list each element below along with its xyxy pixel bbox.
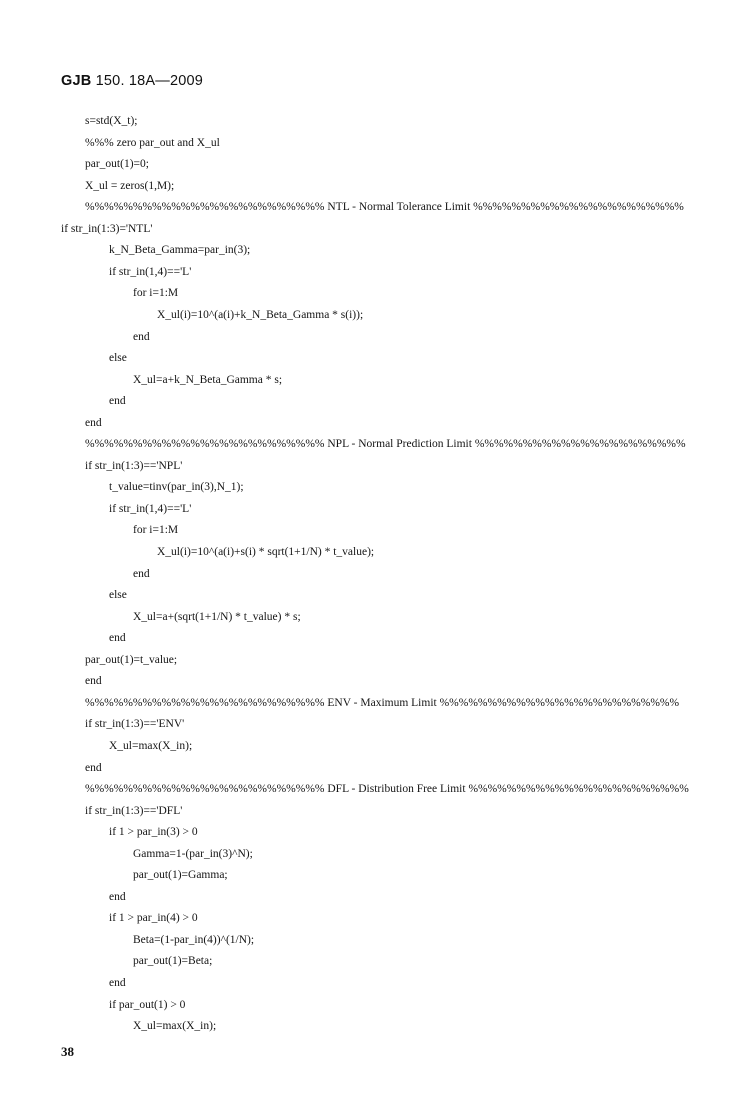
code-line: else [109, 352, 127, 365]
code-line: X_ul=a+k_N_Beta_Gamma * s; [133, 373, 283, 386]
code-line: if str_in(1:3)=='ENV' [85, 718, 185, 731]
code-line: Gamma=1-(par_in(3)^N); [133, 847, 253, 860]
code-line: k_N_Beta_Gamma=par_in(3); [109, 244, 251, 257]
code-line: if 1 > par_in(4) > 0 [109, 912, 198, 925]
code-line: if 1 > par_in(3) > 0 [109, 826, 198, 839]
code-line: X_ul=max(X_in); [133, 1020, 217, 1033]
code-line: %%%%%%%%%%%%%%%%%%%%%%%%% NTL - Normal Tolerance Limit %%%%%%%%%%%%%%%%%%%%%% [85, 201, 684, 214]
code-line: for i=1:M [133, 524, 179, 537]
code-line: if str_in(1:3)=='DFL' [85, 804, 183, 817]
code-line: par_out(1)=Gamma; [133, 869, 228, 882]
code-line: if str_in(1:3)='NTL' [61, 222, 153, 235]
code-line: end [133, 567, 150, 580]
standard-number: 150. 18A—2009 [91, 73, 204, 89]
code-line: if str_in(1,4)=='L' [109, 265, 192, 278]
code-line: %%%%%%%%%%%%%%%%%%%%%%%%% NPL - Normal Prediction Limit %%%%%%%%%%%%%%%%%%%%%% [85, 438, 686, 451]
code-line: end [109, 632, 126, 645]
code-line: else [109, 589, 127, 602]
code-line: %%%%%%%%%%%%%%%%%%%%%%%%% DFL - Distribution Free Limit %%%%%%%%%%%%%%%%%%%%%%% [85, 783, 689, 796]
code-line: end [109, 395, 126, 408]
code-line: par_out(1)=t_value; [85, 653, 178, 666]
code-line: t_value=tinv(par_in(3),N_1); [109, 481, 244, 494]
code-line: %%% zero par_out and X_ul [85, 136, 220, 149]
code-line: X_ul=max(X_in); [109, 739, 193, 752]
code-line: X_ul = zeros(1,M); [85, 179, 175, 192]
code-line: par_out(1)=0; [85, 158, 149, 171]
code-line: X_ul=a+(sqrt(1+1/N) * t_value) * s; [133, 610, 301, 623]
code-line: s=std(X_t); [85, 115, 138, 127]
code-line: X_ul(i)=10^(a(i)+k_N_Beta_Gamma * s(i)); [157, 308, 364, 321]
code-line: X_ul(i)=10^(a(i)+s(i) * sqrt(1+1/N) * t_value); [157, 546, 375, 558]
code-line: end [85, 761, 102, 774]
code-line: %%%%%%%%%%%%%%%%%%%%%%%%% ENV - Maximum Limit %%%%%%%%%%%%%%%%%%%%%%%%% [85, 696, 680, 709]
code-line: end [109, 890, 126, 903]
code-line: end [133, 330, 150, 343]
standard-code: GJB [61, 73, 92, 89]
code-line: if str_in(1,4)=='L' [109, 502, 192, 515]
page-header [61, 73, 203, 89]
code-line: for i=1:M [133, 287, 179, 300]
code-line: end [85, 675, 102, 688]
code-line: par_out(1)=Beta; [133, 955, 213, 968]
code-line: if par_out(1) > 0 [109, 998, 186, 1011]
code-line: if str_in(1:3)=='NPL' [85, 459, 183, 472]
page-number: 38 [61, 1044, 74, 1059]
code-line: Beta=(1-par_in(4))^(1/N); [133, 933, 255, 946]
code-line: end [85, 416, 102, 429]
code-line: end [109, 977, 126, 989]
